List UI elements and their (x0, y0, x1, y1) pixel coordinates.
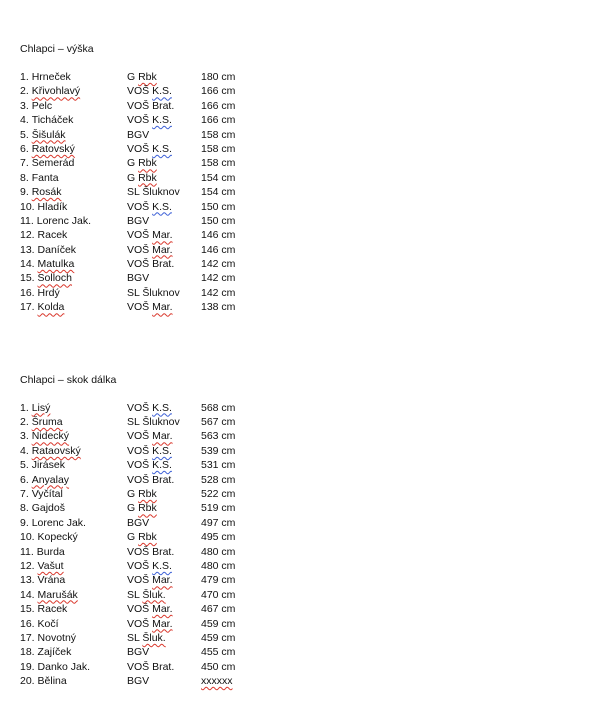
athlete-cell (20, 516, 86, 530)
athlete-cell (20, 300, 64, 314)
school-cell (127, 142, 172, 156)
result-value: 142 cm (201, 286, 236, 299)
rank-number: 18. (20, 646, 35, 659)
school-cell (127, 99, 174, 113)
result-row (20, 271, 580, 285)
athlete-name: Anyalay (31, 473, 70, 486)
result-row (20, 573, 580, 587)
school-cell (127, 84, 172, 98)
rank-number: 13. (20, 574, 35, 587)
rank-number: 3. (20, 99, 29, 112)
athlete-name: Hladík (37, 200, 68, 213)
athlete-name: Racek (37, 603, 68, 616)
school-cell (127, 501, 157, 515)
athlete-cell (20, 631, 76, 645)
result-value: 531 cm (201, 459, 236, 472)
athlete-name: Pelc (31, 99, 53, 112)
rank-number: 8. (20, 502, 29, 515)
athlete-cell (20, 660, 90, 674)
athlete-name: Hrdý (37, 286, 60, 299)
school-name: SL (127, 631, 143, 644)
school-name: VOŠ (127, 430, 153, 443)
school-abbrev: Šluk. (142, 631, 166, 644)
school-cell (127, 185, 180, 199)
school-cell (127, 545, 174, 559)
rank-number: 15. (20, 272, 35, 285)
result-value: 166 cm (201, 114, 236, 127)
section-spacer (20, 315, 580, 373)
athlete-cell (20, 487, 63, 501)
rank-number: 11. (20, 545, 34, 558)
result-row (20, 70, 580, 84)
athlete-name: Fanta (31, 171, 59, 184)
school-name: BGV (127, 646, 150, 659)
athlete-name: Semerád (31, 157, 75, 170)
school-cell (127, 228, 173, 242)
school-cell (127, 602, 173, 616)
athlete-cell (20, 84, 80, 98)
school-name: SL (127, 588, 143, 601)
result-row (20, 257, 580, 271)
athlete-name: Vrána (37, 574, 66, 587)
athlete-cell (20, 271, 72, 285)
athlete-name: Vyčítal (31, 487, 63, 500)
school-cell (127, 243, 173, 257)
result-value: 142 cm (201, 272, 236, 285)
result-row (20, 660, 580, 674)
rank-number: 20. (20, 675, 35, 688)
school-name: BGV (127, 675, 150, 688)
rank-number: 4. (20, 114, 29, 127)
school-cell (127, 415, 180, 429)
section-title: Chlapci – výška (20, 43, 94, 55)
result-value: 479 cm (201, 574, 236, 587)
result-row (20, 185, 580, 199)
school-name: VOŠ (127, 617, 153, 630)
result-row (20, 458, 580, 472)
school-abbrev: Rbk (138, 171, 157, 184)
school-name: G (127, 157, 139, 170)
athlete-cell (20, 458, 65, 472)
school-abbrev: K.S. (152, 559, 172, 572)
athlete-name: Zajíček (37, 646, 72, 659)
athlete-cell (20, 228, 67, 242)
school-abbrev: K.S. (152, 85, 172, 98)
school-name: VOŠ (127, 114, 153, 127)
school-name: VOŠ (127, 229, 153, 242)
school-name: VOŠ Brat. (127, 545, 175, 558)
athlete-name: Lisý (31, 401, 51, 414)
rank-number: 6. (20, 142, 29, 155)
athlete-cell (20, 602, 67, 616)
school-name: G (127, 487, 139, 500)
rank-number: 9. (20, 516, 29, 529)
result-value: 522 cm (201, 487, 236, 500)
school-name: VOŠ (127, 574, 153, 587)
school-cell (127, 516, 149, 530)
school-abbrev: Mar. (152, 430, 173, 443)
result-row (20, 84, 580, 98)
result-row (20, 444, 580, 458)
rank-number: 16. (20, 286, 35, 299)
athlete-cell (20, 501, 65, 515)
school-name: G (127, 531, 139, 544)
school-abbrev: Rbk (138, 487, 157, 500)
athlete-cell (20, 214, 91, 228)
athlete-cell (20, 286, 60, 300)
school-cell (127, 559, 172, 573)
athlete-name: Solloch (37, 272, 72, 285)
school-abbrev: Mar. (152, 229, 173, 242)
athlete-name: Marušák (37, 588, 78, 601)
athlete-cell (20, 473, 69, 487)
school-cell (127, 286, 180, 300)
school-name: VOŠ (127, 444, 153, 457)
section-long-jump (20, 373, 580, 689)
result-value: 568 cm (201, 401, 236, 414)
school-cell (127, 429, 173, 443)
school-cell (127, 156, 157, 170)
athlete-name: Jirásek (31, 459, 65, 472)
result-value: 459 cm (201, 631, 236, 644)
athlete-cell (20, 142, 75, 156)
result-row (20, 530, 580, 544)
rank-number: 15. (20, 603, 35, 616)
school-name: VOŠ Brat. (127, 473, 175, 486)
school-abbrev: K.S. (152, 114, 172, 127)
rank-number: 5. (20, 128, 29, 141)
school-abbrev: Mar. (152, 301, 173, 314)
result-value: 563 cm (201, 430, 236, 443)
result-value: 467 cm (201, 603, 236, 616)
result-value: 450 cm (201, 660, 236, 673)
athlete-name: Kopecký (37, 531, 78, 544)
school-name: BGV (127, 272, 150, 285)
rank-number: 7. (20, 157, 29, 170)
school-name: SL Šluknov (127, 286, 180, 299)
result-row (20, 674, 580, 688)
section-height (20, 42, 580, 315)
school-name: G (127, 171, 139, 184)
athlete-name: Křivohlavý (31, 85, 81, 98)
athlete-cell (20, 415, 63, 429)
athlete-name: Nidecký (31, 430, 70, 443)
athlete-name: Rataovský (31, 444, 81, 457)
athlete-cell (20, 200, 67, 214)
school-cell (127, 617, 173, 631)
school-name: VOŠ (127, 603, 153, 616)
result-row (20, 645, 580, 659)
result-value: 480 cm (201, 545, 236, 558)
athlete-cell (20, 185, 61, 199)
result-row (20, 617, 580, 631)
school-abbrev: K.S. (152, 459, 172, 472)
school-abbrev: Rbk (138, 531, 157, 544)
school-cell (127, 401, 172, 415)
school-cell (127, 300, 173, 314)
school-cell (127, 660, 174, 674)
result-row (20, 156, 580, 170)
rank-number: 14. (20, 588, 35, 601)
athlete-name: Šruma (31, 416, 63, 429)
athlete-cell (20, 257, 74, 271)
result-value: 138 cm (201, 301, 236, 314)
result-row (20, 545, 580, 559)
result-value: xxxxxx (201, 675, 233, 688)
rank-number: 6. (20, 473, 29, 486)
school-abbrev: Mar. (152, 574, 173, 587)
athlete-cell (20, 530, 78, 544)
rank-number: 3. (20, 430, 29, 443)
school-cell (127, 70, 157, 84)
result-value: 470 cm (201, 588, 236, 601)
result-value: 519 cm (201, 502, 236, 515)
school-abbrev: Šluk. (142, 588, 166, 601)
rank-number: 5. (20, 459, 29, 472)
result-row (20, 559, 580, 573)
document-page (20, 42, 580, 688)
athlete-name: Rosák (31, 186, 62, 199)
result-row (20, 228, 580, 242)
result-row (20, 631, 580, 645)
result-row (20, 99, 580, 113)
rank-number: 14. (20, 258, 35, 271)
athlete-name: Racek (37, 229, 68, 242)
result-row (20, 588, 580, 602)
athlete-name: Novotný (37, 631, 77, 644)
rank-number: 12. (20, 229, 35, 242)
school-name: VOŠ (127, 459, 153, 472)
school-name: BGV (127, 214, 150, 227)
school-abbrev: Rbk (138, 157, 157, 170)
athlete-name: Kolda (37, 301, 65, 314)
school-cell (127, 113, 172, 127)
athlete-cell (20, 559, 64, 573)
school-name: VOŠ (127, 200, 153, 213)
school-abbrev: Mar. (152, 243, 173, 256)
result-row (20, 487, 580, 501)
school-name: VOŠ Brat. (127, 660, 175, 673)
school-name: BGV (127, 128, 150, 141)
school-abbrev: K.S. (152, 401, 172, 414)
athlete-cell (20, 617, 59, 631)
school-name: SL Šluknov (127, 186, 180, 199)
athlete-name: Vašut (37, 559, 64, 572)
school-name: VOŠ (127, 142, 153, 155)
result-row (20, 286, 580, 300)
school-cell (127, 674, 149, 688)
rank-number: 10. (20, 531, 35, 544)
result-value: 528 cm (201, 473, 236, 486)
rank-number: 7. (20, 487, 29, 500)
school-abbrev: Rbk (138, 502, 157, 515)
athlete-name: Gajdoš (31, 502, 65, 515)
athlete-cell (20, 573, 65, 587)
school-cell (127, 128, 149, 142)
results-list (20, 401, 580, 689)
athlete-cell (20, 156, 74, 170)
result-value: 180 cm (201, 71, 236, 83)
athlete-name: Daníček (37, 243, 77, 256)
athlete-name: Burda (36, 545, 65, 558)
result-value: 166 cm (201, 99, 236, 112)
school-name: VOŠ (127, 401, 153, 414)
result-value: 459 cm (201, 617, 236, 630)
result-row (20, 429, 580, 443)
school-abbrev: Rbk (138, 71, 157, 83)
athlete-cell (20, 70, 71, 84)
school-cell (127, 473, 174, 487)
result-value: 480 cm (201, 559, 236, 572)
rank-number: 4. (20, 444, 29, 457)
athlete-name: Lorenc Jak. (31, 516, 86, 529)
athlete-cell (20, 171, 59, 185)
school-name: G (127, 71, 139, 83)
result-row (20, 473, 580, 487)
result-row (20, 516, 580, 530)
result-value: 142 cm (201, 258, 236, 271)
result-value: 158 cm (201, 157, 236, 170)
school-name: VOŠ (127, 243, 153, 256)
result-row (20, 214, 580, 228)
rank-number: 12. (20, 559, 35, 572)
school-cell (127, 573, 173, 587)
school-name: VOŠ (127, 559, 153, 572)
rank-number: 2. (20, 85, 29, 98)
school-cell (127, 171, 157, 185)
result-value: 150 cm (201, 214, 236, 227)
rank-number: 1. (20, 401, 29, 414)
school-abbrev: Mar. (152, 617, 173, 630)
rank-number: 16. (20, 617, 35, 630)
school-cell (127, 444, 172, 458)
result-row (20, 602, 580, 616)
athlete-cell (20, 99, 52, 113)
results-list (20, 70, 580, 315)
rank-number: 10. (20, 200, 35, 213)
result-value: 497 cm (201, 516, 236, 529)
school-abbrev: K.S. (152, 444, 172, 457)
athlete-cell (20, 545, 65, 559)
school-abbrev: K.S. (152, 142, 172, 155)
result-value: 455 cm (201, 646, 236, 659)
school-cell (127, 214, 149, 228)
result-row (20, 501, 580, 515)
athlete-cell (20, 674, 67, 688)
athlete-cell (20, 444, 81, 458)
athlete-name: Lorenc Jak. (36, 214, 92, 227)
school-cell (127, 271, 149, 285)
school-name: VOŠ (127, 301, 153, 314)
school-name: G (127, 502, 139, 515)
result-value: 158 cm (201, 142, 236, 155)
rank-number: 13. (20, 243, 35, 256)
result-value: 158 cm (201, 128, 236, 141)
athlete-name: Hrneček (31, 71, 71, 83)
result-value: 150 cm (201, 200, 236, 213)
rank-number: 17. (20, 631, 35, 644)
result-row (20, 300, 580, 314)
rank-number: 19. (20, 660, 35, 673)
rank-number: 1. (20, 71, 29, 83)
result-value: 146 cm (201, 243, 236, 256)
athlete-cell (20, 401, 50, 415)
result-row (20, 415, 580, 429)
section-title: Chlapci – skok dálka (20, 373, 117, 386)
result-row (20, 128, 580, 142)
result-value: 495 cm (201, 531, 236, 544)
athlete-name: Matulka (37, 258, 75, 271)
athlete-cell (20, 128, 66, 142)
result-value: 539 cm (201, 444, 236, 457)
result-row (20, 200, 580, 214)
school-cell (127, 631, 166, 645)
athlete-cell (20, 429, 69, 443)
school-name: VOŠ Brat. (127, 258, 175, 271)
rank-number: 8. (20, 171, 29, 184)
athlete-name: Ticháček (31, 114, 74, 127)
athlete-name: Bělina (37, 675, 67, 688)
result-value: 166 cm (201, 85, 236, 98)
school-cell (127, 200, 172, 214)
rank-number: 17. (20, 301, 35, 314)
school-name: BGV (127, 516, 150, 529)
school-cell (127, 588, 166, 602)
school-abbrev: Mar. (152, 603, 173, 616)
athlete-name: Ratovský (31, 142, 75, 155)
athlete-cell (20, 243, 76, 257)
school-cell (127, 530, 157, 544)
school-name: SL Šluknov (127, 416, 180, 429)
result-value: 154 cm (201, 171, 236, 184)
school-name: VOŠ (127, 85, 153, 98)
result-value: 567 cm (201, 416, 236, 429)
rank-number: 2. (20, 416, 29, 429)
athlete-name: Šišulák (31, 128, 66, 141)
athlete-name: Danko Jak. (37, 660, 91, 673)
school-cell (127, 645, 149, 659)
athlete-cell (20, 113, 73, 127)
school-abbrev: K.S. (152, 200, 172, 213)
school-cell (127, 487, 157, 501)
school-name: VOŠ Brat. (127, 99, 175, 112)
result-row (20, 171, 580, 185)
athlete-cell (20, 645, 71, 659)
result-value: 154 cm (201, 186, 236, 199)
result-row (20, 401, 580, 415)
rank-number: 9. (20, 186, 29, 199)
school-cell (127, 257, 174, 271)
result-value: 146 cm (201, 229, 236, 242)
result-row (20, 243, 580, 257)
rank-number: 11. (20, 214, 34, 227)
result-row (20, 142, 580, 156)
result-row (20, 113, 580, 127)
school-cell (127, 458, 172, 472)
athlete-name: Kočí (37, 617, 59, 630)
athlete-cell (20, 588, 78, 602)
